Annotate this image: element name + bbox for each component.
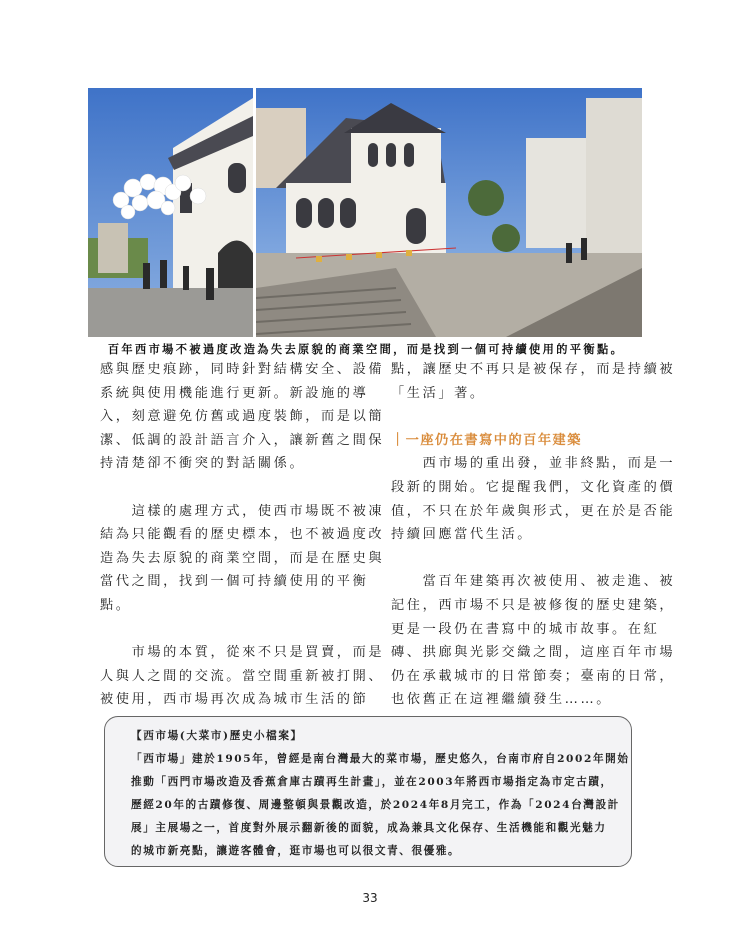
infobox-line: 的城市新亮點，讓遊客體會，逛市場也可以很文青、很優雅。 (131, 845, 461, 857)
paragraph-gap (391, 547, 675, 571)
infobox-title: 【西市場(大菜市)歷史小檔案】 (131, 730, 303, 742)
paragraph-gap (391, 405, 675, 429)
paragraph-line: 西市場的重出發，並非終點，而是一 (391, 456, 676, 472)
paragraph-line: 被使用，西市場再次成為城市生活的節 (100, 692, 369, 708)
paragraph-line: 感與歷史痕跡，同時針對結構安全、設備 (100, 362, 385, 377)
paragraph-line: 造為失去原貌的商業空間，而是在歷史與 (100, 550, 385, 566)
paragraph-line: 點。 (100, 597, 132, 613)
paragraph-line: 也依舊正在這裡繼續發生……。 (391, 692, 613, 708)
photo-right (256, 88, 642, 337)
paragraph-line: 系統與使用機能進行更新。新設施的導 (100, 385, 369, 401)
paragraph-line: 段新的開始。它提醒我們，文化資產的價 (391, 479, 676, 495)
paragraph-line: 當代之間，找到一個可持續使用的平衡 (100, 574, 369, 590)
paragraph-line: 點，讓歷史不再只是被保存，而是持續被 (391, 362, 676, 377)
photo-caption: 百年西市場不被過度改造為失去原貌的商業空間，而是找到一個可持續使用的平衡點。 (107, 342, 625, 356)
photo-left (88, 88, 253, 337)
infobox-line: 歷經20年的古蹟修復、周邊整頓與景觀改造，於2024年8月完工，作為「2024台灣設計 (131, 799, 620, 811)
paragraph-line: 「生活」著。 (391, 385, 486, 401)
paragraph-line: 持清楚卻不衝突的對話關係。 (100, 456, 306, 472)
paragraph-line: 持續回應當代生活。 (391, 527, 534, 543)
infobox-text (131, 725, 630, 863)
paragraph-gap (100, 618, 384, 642)
photo-right-illustration (256, 88, 642, 337)
infobox-line: 推動「西門市場改造及香蕉倉庫古蹟再生計畫」，並在2003年將西市場指定為市定古蹟， (131, 776, 613, 788)
paragraph-gap (100, 476, 384, 500)
paragraph-line: 入，刻意避免仿舊或過度裝飾，而是以簡 (100, 409, 385, 425)
paragraph-line: 人與人之間的交流。當空間重新被打開、 (100, 668, 385, 684)
history-infobox (104, 716, 632, 867)
paragraph-line: 記住，西市場不只是被修復的歷史建築， (391, 597, 676, 613)
paragraph-line: 值，不只在於年歲與形式，更在於是否能 (391, 503, 676, 519)
photo-left-illustration (88, 88, 253, 337)
infobox-line: 「西市場」建於1905年，曾經是南台灣最大的菜市場，歷史悠久，台南市府自2002年開始 (131, 753, 630, 765)
paragraph-line: 結為只能觀看的歷史標本，也不被過度改 (100, 527, 385, 543)
section-title: ｜一座仍在書寫中的百年建築 (391, 432, 582, 448)
paragraph-line: 這樣的處理方式，使西市場既不被凍 (100, 503, 385, 519)
page-number: 33 (362, 891, 378, 905)
body-column-left (100, 358, 384, 712)
paragraph-line: 磚、拱廊與光影交織之間，這座百年市場 (391, 645, 676, 661)
infobox-line: 展」主展場之一，首度對外展示翻新後的面貌，成為兼具文化保存、生活機能和觀光魅力 (131, 822, 607, 834)
paragraph-line: 更是一段仍在書寫中的城市故事。在紅 (391, 621, 660, 637)
paragraph-line: 仍在承載城市的日常節奏；臺南的日常， (391, 668, 676, 684)
paragraph-line: 當百年建築再次被使用、被走進、被 (391, 574, 676, 590)
paragraph-line: 潔、低調的設計語言介入，讓新舊之間保 (100, 432, 385, 448)
paragraph-line: 市場的本質，從來不只是買賣，而是 (100, 645, 385, 661)
body-column-right (391, 358, 675, 712)
